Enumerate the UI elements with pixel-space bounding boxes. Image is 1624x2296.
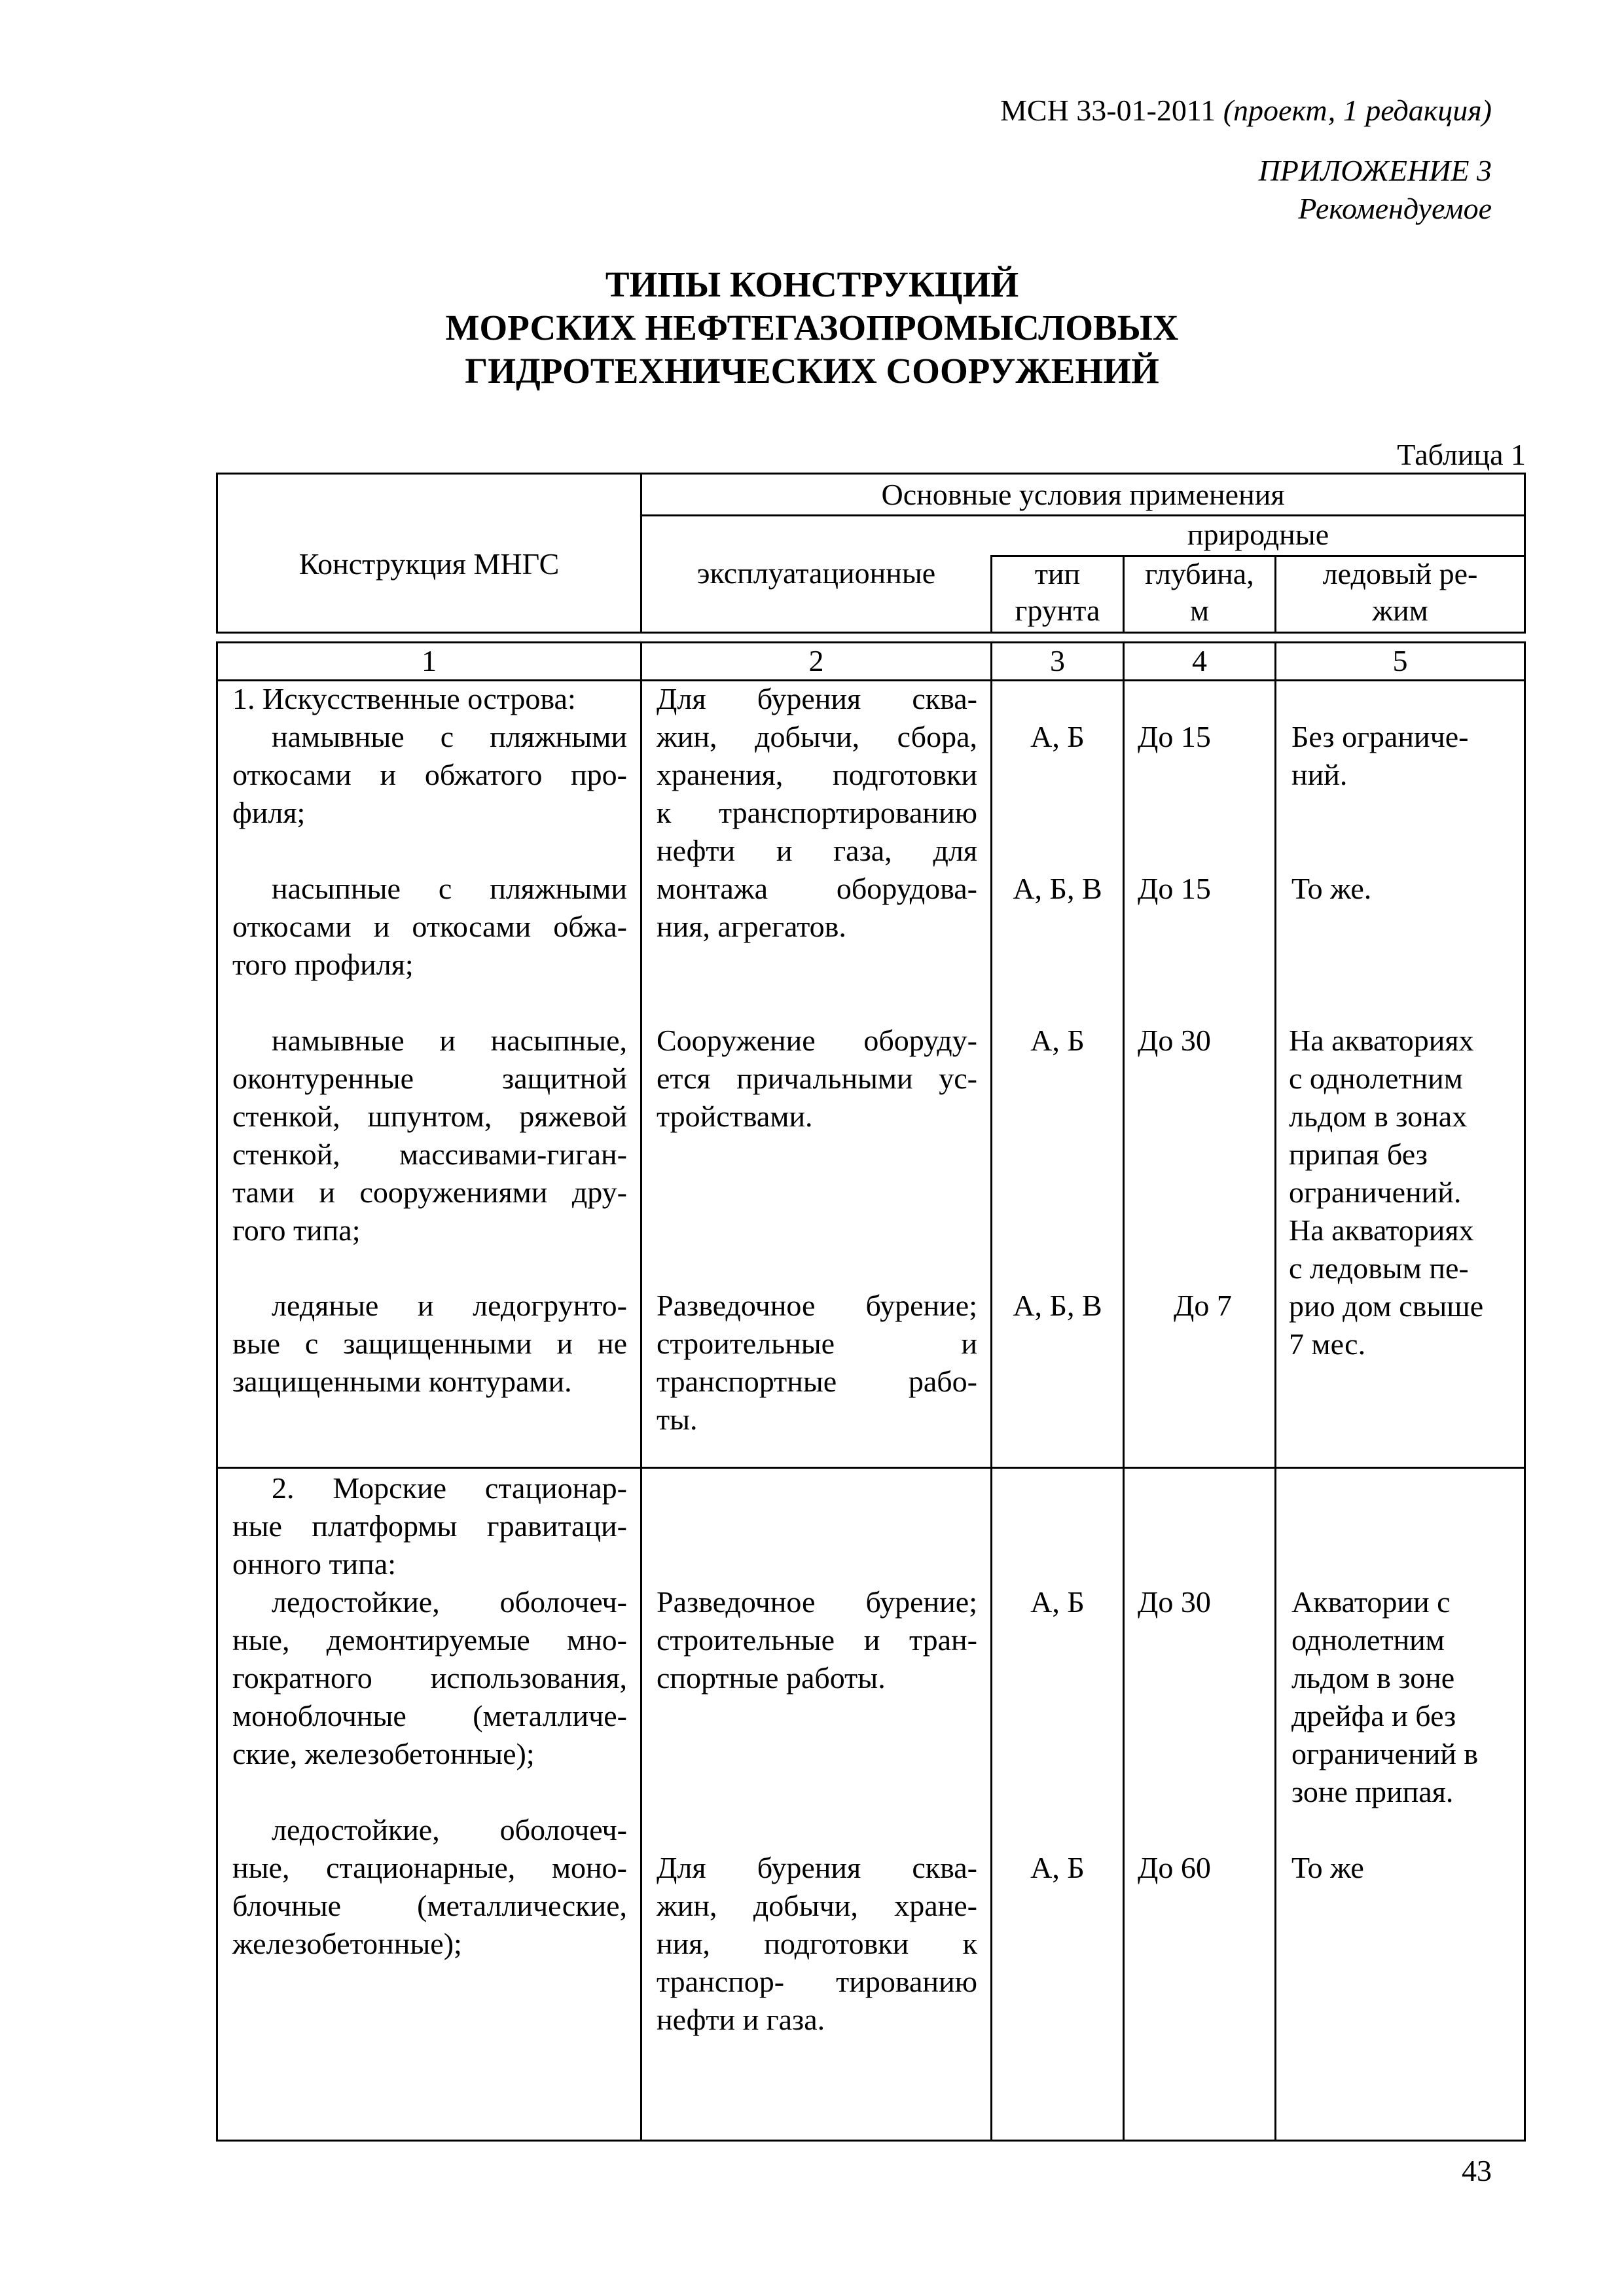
construction-cell: ледостойкие, оболочеч- ные, стационарные, моно- блочные (металлические, железобетонные); [232, 1813, 627, 1960]
appendix-title: ПРИЛОЖЕНИЕ 3 [1258, 154, 1492, 187]
title-line: ТИПЫ КОНСТРУКЦИЙ [605, 264, 1019, 304]
document-number: МСН 33-01-2011 [1000, 94, 1216, 127]
depth-cell: До 15 [1138, 872, 1211, 905]
table-caption: Таблица 1 [1397, 438, 1526, 471]
document-code [1000, 93, 1492, 128]
ice-cell: Без ограниче- ний. [1291, 720, 1469, 791]
ice-cell: То же [1291, 1851, 1364, 1884]
operational-cell: Разведочное бурение; строительные и тран- спортные работы. [657, 1585, 977, 1695]
appendix-label [1259, 152, 1492, 228]
construction-cell: насыпные с пляжными откосами и откосами обжа- того профиля; [232, 872, 627, 981]
operational-cell: Разведочное бурение; строительные и транспортные рабо- ты. [657, 1289, 977, 1436]
depth-cell: До 7 [1174, 1289, 1232, 1322]
soil-cell: А, Б [1030, 1585, 1085, 1619]
header-natural: природные [1187, 518, 1329, 551]
table-header [216, 473, 1526, 634]
operational-cell: Для бурения сква- жин, добычи, хране- ния, подготовки к транспор- тированию нефти и газа. [657, 1851, 977, 2036]
ice-cell: На акваториях с однолетним льдом в зонах припая без ограничений. На акваториях с ледовым пе- рио дом свыше 7 мес. [1289, 1024, 1484, 1361]
header-depth: глубина, м [1145, 557, 1254, 627]
construction-cell: 1. Искусственные острова: намывные с пляжными откосами и обжатого про- филя; [232, 682, 627, 829]
appendix-note: Рекомендуемое [1298, 192, 1492, 225]
construction-cell: 2. Морские стационар- ные платформы гравитаци- онного типа: ледостойкие, оболочеч- ные, демонтируемые мно- гократного использования, моноблочные (металличе- ские, железобетонные); [232, 1471, 627, 1770]
depth-cell: До 15 [1138, 720, 1211, 753]
title-line: ГИДРОТЕХНИЧЕСКИХ СООРУЖЕНИЙ [465, 351, 1159, 391]
table-body [216, 641, 1526, 2142]
construction-cell: намывные и насыпные, оконтуренные защитной стенкой, шпунтом, ряжевой стенкой, массивами-гиган- тами и сооружениями дру- гого типа; [232, 1024, 627, 1247]
column-number: 3 [1050, 644, 1065, 677]
page-number: 43 [1462, 2154, 1492, 2187]
header-operational: эксплуатационные [696, 556, 936, 590]
operational-cell: Сооружение оборуду- ется причальными ус- тройствами. [657, 1024, 977, 1133]
document-status: (проект, 1 редакция) [1223, 94, 1492, 127]
column-number: 1 [422, 644, 437, 677]
soil-cell: А, Б [1030, 1024, 1085, 1057]
header-ice-regime: ледовый ре- жим [1322, 557, 1478, 627]
ice-cell: Акватории с однолетним льдом в зоне дрейфа и без ограничений в зоне припая. [1291, 1585, 1479, 1808]
depth-cell: До 60 [1138, 1851, 1211, 1884]
header-conditions: Основные условия применения [881, 478, 1285, 511]
header-construction: Конструкция МНГС [298, 547, 560, 581]
soil-cell: А, Б, В [1013, 1289, 1102, 1322]
page-title [0, 263, 1624, 393]
column-number: 5 [1392, 644, 1408, 677]
depth-cell: До 30 [1138, 1024, 1211, 1057]
soil-cell: А, Б, В [1013, 872, 1102, 905]
column-number: 4 [1192, 644, 1207, 677]
operational-cell: Для бурения сква- жин, добычи, сбора, хранения, подготовки к транспортированию нефти и газа, для монтажа оборудова- ния, агрегатов. [657, 682, 977, 943]
soil-cell: А, Б [1030, 720, 1085, 753]
ice-cell: То же. [1291, 872, 1372, 905]
construction-cell: ледяные и ледогрунто- вые с защищенными и не защищенными контурами. [232, 1289, 627, 1398]
header-soil-type: тип грунта [1015, 557, 1100, 627]
title-line: МОРСКИХ НЕФТЕГАЗОПРОМЫСЛОВЫХ [445, 308, 1179, 348]
soil-cell: А, Б [1030, 1851, 1085, 1884]
column-number: 2 [808, 644, 824, 677]
depth-cell: До 30 [1138, 1585, 1211, 1619]
